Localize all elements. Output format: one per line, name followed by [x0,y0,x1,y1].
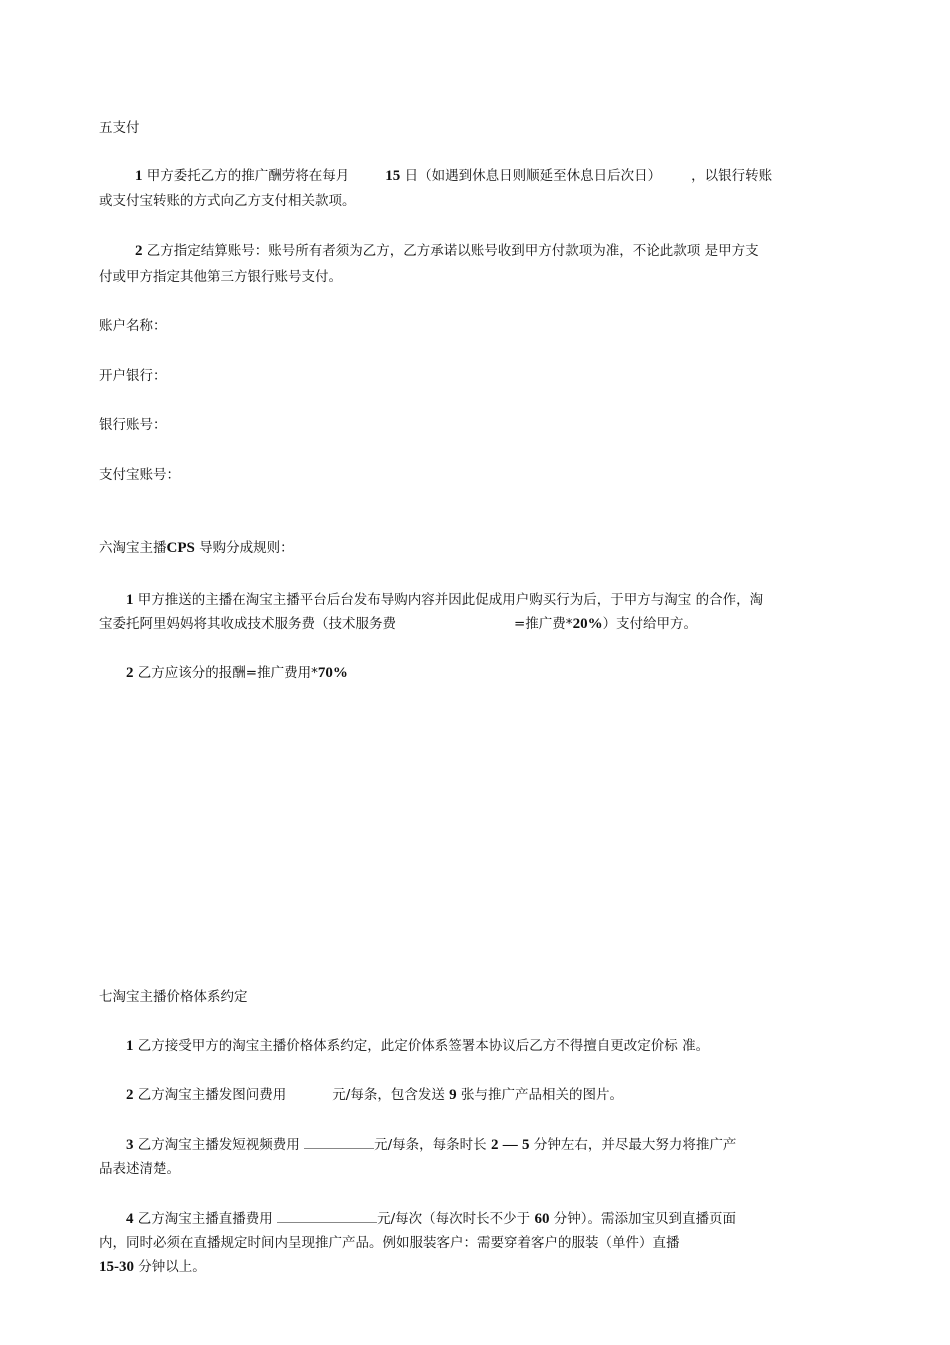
item-number: 1 [126,1038,134,1054]
section-7-item-3-cont: 品表述清楚。 [99,1161,180,1177]
item-number: 2 [135,243,143,259]
section-7-item-4-cont2: 15-30 分钟以上。 [99,1259,206,1275]
item-number: 3 [126,1137,134,1153]
section-6-item-1-cont: 宝委托阿里妈妈将其收成技术服务费（技术服务费 =推广费*20%）支付给甲方。 [99,616,698,632]
item-number: 4 [126,1211,134,1227]
bank-account-field: 银行账号： [99,417,167,433]
section-5-heading: 五支付 [99,120,140,136]
item-number: 1 [135,168,143,184]
section-7-item-4-cont: 内，同时必须在直播规定时间内呈现推广产品。例如服装客户：需要穿着客户的服装（单件）直播 [99,1235,680,1251]
section-5-item-1-cont: 或支付宝转账的方式向乙方支付相关款项。 [99,193,356,209]
section-6-heading: 六淘宝主播CPS 导购分成规则： [99,540,294,556]
price-blank [304,1135,374,1149]
account-name-field: 账户名称： [99,318,167,334]
price-blank [277,1209,377,1223]
item-number: 1 [126,592,134,608]
section-6-item-1: 1 甲方推送的主播在淘宝主播平台后台发布导购内容并因此促成用户购买行为后，于甲方与淘宝 的合作，淘 [126,592,764,608]
section-5-item-1: 1 甲方委托乙方的推广酬劳将在每月 15 日（如遇到休息日则顺延至休息日后次日） ，以银行转账 [135,168,773,184]
section-7-heading: 七淘宝主播价格体系约定 [99,989,248,1005]
alipay-account-field: 支付宝账号： [99,467,180,483]
section-5-item-2: 2 乙方指定结算账号：账号所有者须为乙方，乙方承诺以账号收到甲方付款项为准，不论此款项 是甲方支 [135,243,759,259]
section-5-item-2-cont: 付或甲方指定其他第三方银行账号支付。 [99,269,342,285]
section-7-item-3: 3 乙方淘宝主播发短视频费用 元/每条，每条时长 2 — 5 分钟左右，并尽最大努力将推广产 [126,1137,737,1153]
item-number: 2 [126,1087,134,1103]
section-7-item-4: 4 乙方淘宝主播直播费用 元/每次（每次时长不少于 60 分钟）。需添加宝贝到直播页面 [126,1211,736,1227]
bank-field: 开户银行： [99,368,167,384]
section-7-item-1: 1 乙方接受甲方的淘宝主播价格体系约定，此定价体系签署本协议后乙方不得擅自更改定价标 准。 [126,1038,710,1054]
section-7-item-2: 2 乙方淘宝主播发图问费用 元/每条，包含发送 9 张与推广产品相关的图片。 [126,1087,623,1103]
item-number: 2 [126,665,134,681]
payment-day: 15 [385,168,401,184]
section-6-item-2: 2 乙方应该分的报酬=推广费用*70% [126,665,348,681]
